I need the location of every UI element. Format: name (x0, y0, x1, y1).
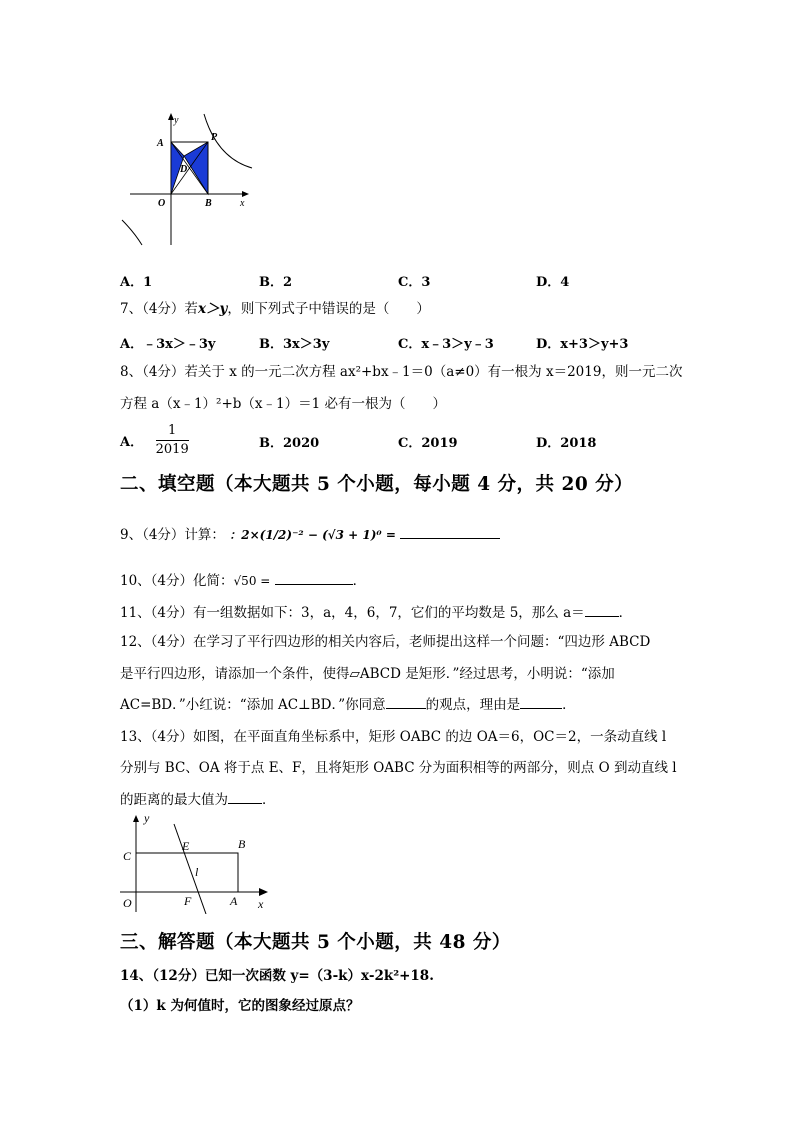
q13-stem-line2: 分别与 BC、OA 将于点 E、F，且将矩形 OABC 分为面积相等的两部分，则点 O 到动直线 l (120, 760, 677, 776)
section-2-heading: 二、填空题（本大题共 5 个小题，每小题 4 分，共 20 分） (120, 474, 634, 495)
label-y: y (144, 812, 150, 825)
q12-answer-blank-1[interactable] (386, 694, 426, 709)
q13-line3-text: 的距离的最大值为 (120, 792, 228, 808)
q10-prefix: 10、（4分）化简： (120, 573, 234, 589)
q7-stem (120, 299, 430, 319)
q9-prefix: 9、（4分）计算： (120, 527, 225, 543)
q8-option-a (120, 422, 189, 459)
label-p: P (211, 132, 218, 143)
q8-option-c: C．2019 (398, 436, 458, 451)
q12-answer-blank-2[interactable] (520, 694, 562, 709)
q9-stem (120, 524, 500, 545)
q7-option-d: D．x+3＞y+3 (536, 337, 629, 352)
q7-suffix: ，则下列式子中错误的是（ ） (227, 301, 430, 317)
label-c: C (123, 849, 132, 863)
label-a: A (157, 138, 164, 149)
x-axis-arrow (259, 888, 268, 896)
section-3-heading: 三、解答题（本大题共 5 个小题，共 48 分） (120, 932, 511, 953)
q7-option-a: A．﹣3x＞﹣3y (120, 337, 216, 352)
q12-stem-line2: 是平行四边形，请添加一个条件，使得▱ABCD 是矩形．”经过思考，小明说：“添加 (120, 666, 615, 682)
q12-line3-part1: AC=BD．”小红说：“添加 AC⊥BD．”你同意 (120, 697, 386, 713)
q14-stem: 14、（12分）已知一次函数 y=（3-k）x-2k²+18. (120, 968, 434, 984)
q6-option-b: B．2 (259, 275, 293, 290)
q11-text: 11、（4分）有一组数据如下：3，a，4，6，7，它们的平均数是 5，那么 a＝ (120, 605, 585, 621)
q13-stem-line3 (120, 789, 276, 810)
q13-stem-line1: 13、（4分）如图，在平面直角坐标系中，矩形 OABC 的边 OA＝6，OC＝2，一条动直线 l (120, 729, 667, 745)
q8-option-a-label: A． (120, 435, 144, 450)
q7-option-c: C．x﹣3＞y﹣3 (398, 337, 494, 352)
q8-stem-line1: 8、（4分）若关于 x 的一元二次方程 ax²+bx﹣1＝0（a≠0）有一根为 x＝2019，则一元二次 (120, 364, 683, 380)
fraction-numerator: 1 (156, 422, 189, 441)
label-y: y (174, 115, 179, 126)
label-b: B (238, 837, 246, 851)
q8-stem-line2: 方程 a（x﹣1）²+b（x﹣1）＝1 必有一根为（ ） (120, 396, 446, 412)
q12-line3-part2: 的观点，理由是 (425, 697, 521, 713)
q8-option-a-fraction (156, 422, 189, 459)
figure-hyperbola-graph (112, 110, 262, 250)
x-axis-arrow (242, 191, 249, 197)
q10-expression: √50 = (233, 574, 271, 588)
q12-line3-end: ． (562, 697, 576, 713)
q7-condition: x＞y (197, 301, 228, 317)
fraction-denominator: 2019 (155, 442, 189, 457)
q7-option-b: B．3x＞3y (259, 337, 330, 352)
q14-subquestion-1: （1）k 为何值时，它的图象经过原点？ (120, 998, 360, 1014)
label-o: O (123, 896, 132, 910)
q6-option-c: C．3 (398, 275, 431, 290)
label-x: x (258, 897, 264, 911)
q8-option-b: B．2020 (259, 436, 320, 451)
q13-end: ． (262, 792, 276, 808)
figure-rectangle-graph (118, 812, 278, 914)
q10-end: ． (352, 573, 367, 589)
q11-stem (120, 602, 632, 623)
q8-option-d: D．2018 (536, 436, 597, 451)
q9-expression: ：2×(1/2)⁻² − (√3 + 1)⁰ = (229, 528, 396, 542)
q10-answer-blank[interactable] (275, 570, 353, 585)
label-o: O (158, 198, 166, 209)
label-x: x (240, 198, 245, 209)
label-a: A (230, 894, 238, 908)
label-d: D (180, 164, 188, 175)
rectangle-oabc (136, 853, 238, 892)
label-l: l (195, 865, 199, 879)
q12-stem-line1: 12、（4分）在学习了平行四边形的相关内容后，老师提出这样一个问题：“四边形 ABCD (120, 634, 651, 650)
q6-option-a: A．1 (120, 275, 153, 290)
label-e: E (182, 839, 190, 853)
q11-answer-blank[interactable] (585, 602, 619, 617)
shaded-triangle-right (184, 142, 208, 194)
q7-prefix: 7、（4分）若 (120, 301, 198, 317)
q12-stem-line3 (120, 694, 576, 715)
q9-answer-blank[interactable] (400, 524, 500, 539)
q6-option-d: D．4 (536, 275, 570, 290)
q11-end: ． (618, 605, 633, 621)
q10-stem (120, 570, 366, 591)
hyperbola-branch-lower (122, 220, 142, 245)
label-f: F (184, 894, 192, 908)
q13-answer-blank[interactable] (228, 789, 262, 804)
label-b: B (205, 198, 212, 209)
y-axis-arrow (133, 815, 139, 822)
